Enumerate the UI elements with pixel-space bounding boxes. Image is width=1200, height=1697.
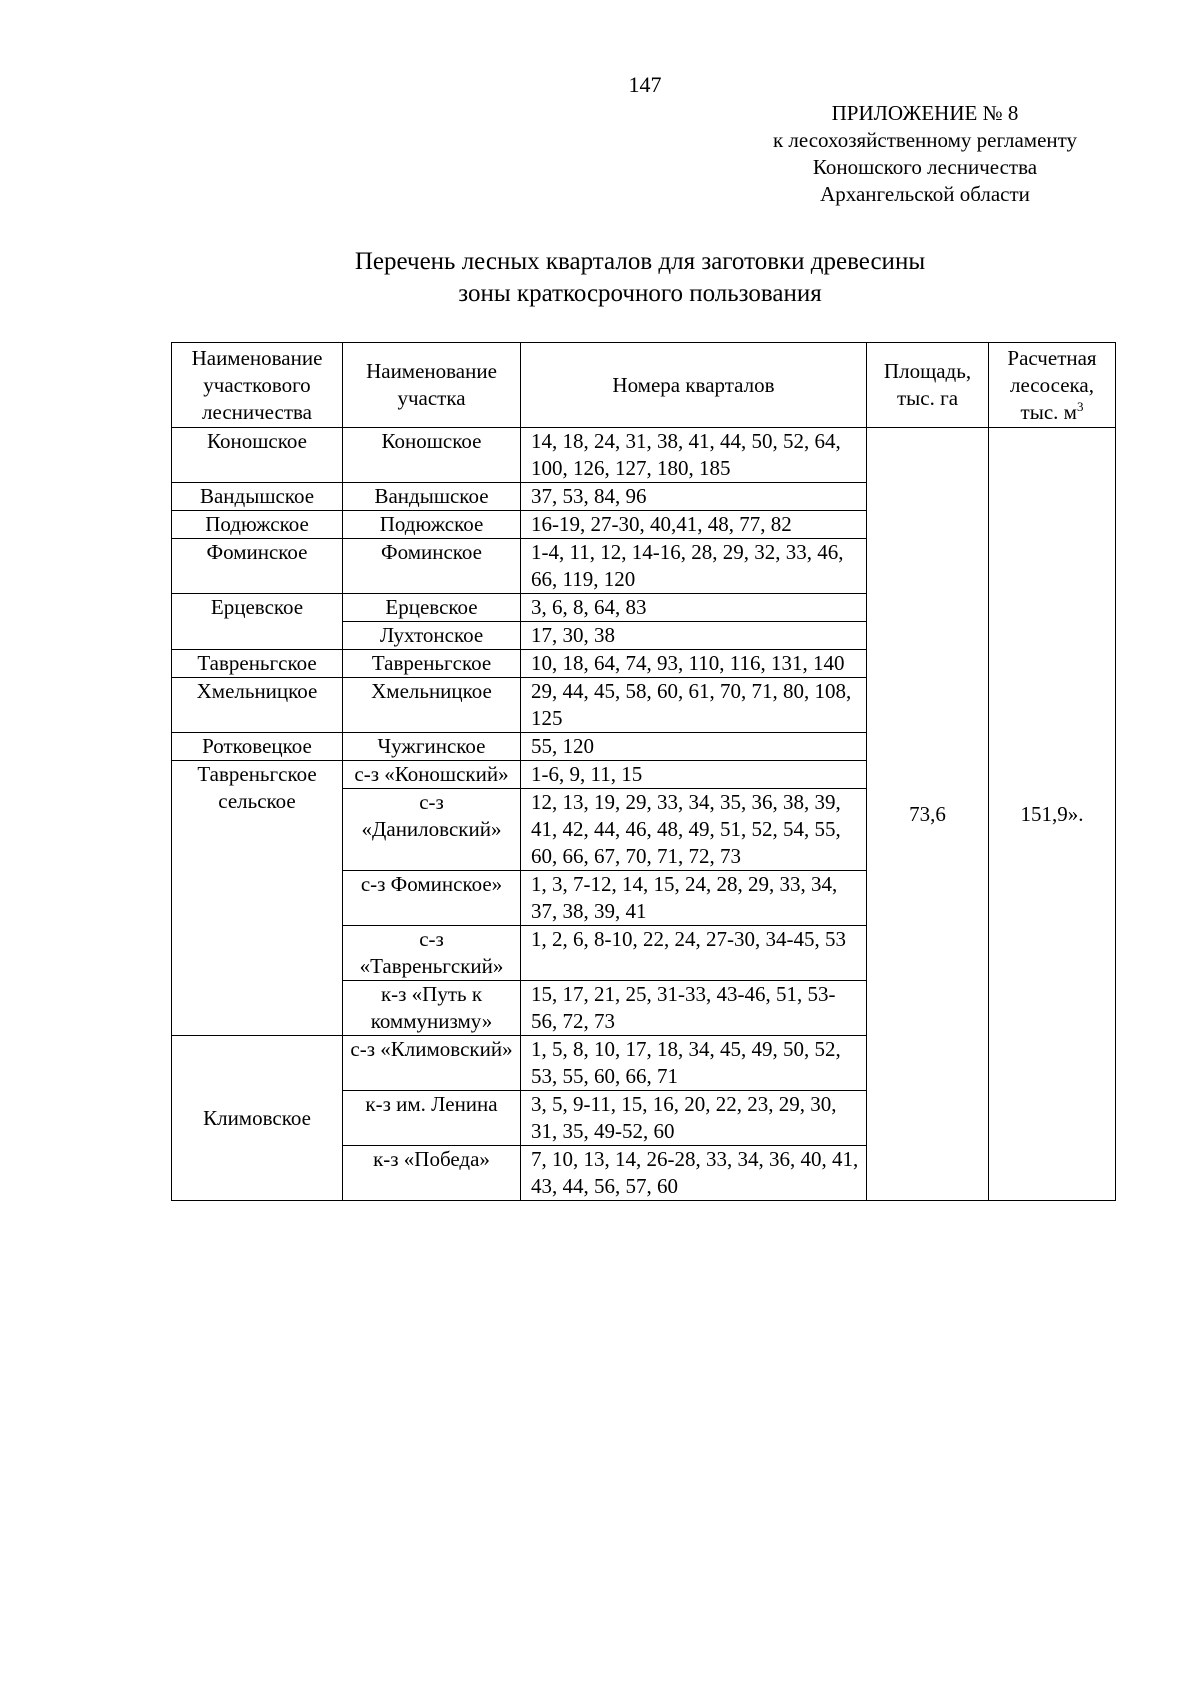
- forestry-cell: Подюжское: [172, 511, 343, 539]
- appendix-header: [740, 100, 1110, 208]
- forestry-cell: Ерцевское: [172, 594, 343, 650]
- quarters-cell: 14, 18, 24, 31, 38, 41, 44, 50, 52, 64, 100, 126, 127, 180, 185: [521, 428, 867, 483]
- plot-cell: с-з «Климовский»: [343, 1036, 521, 1091]
- plot-cell: к-з им. Ленина: [343, 1091, 521, 1146]
- quarters-cell: 10, 18, 64, 74, 93, 110, 116, 131, 140: [521, 650, 867, 678]
- quarters-cell: 7, 10, 13, 14, 26-28, 33, 34, 36, 40, 41, 43, 44, 56, 57, 60: [521, 1146, 867, 1201]
- header-plot: Наименование участка: [343, 343, 521, 428]
- quarters-cell: 1, 2, 6, 8-10, 22, 24, 27-30, 34-45, 53: [521, 926, 867, 981]
- plot-cell: с-з Фоминское»: [343, 871, 521, 926]
- header-cut-sup: 3: [1076, 398, 1084, 414]
- forestry-cell: Хмельницкое: [172, 678, 343, 733]
- document-title-line-2: зоны краткосрочного пользования: [458, 280, 822, 307]
- plot-cell: с-з «Тавреньгский»: [343, 926, 521, 981]
- quarters-cell: 1, 3, 7-12, 14, 15, 24, 28, 29, 33, 34, 37, 38, 39, 41: [521, 871, 867, 926]
- area-total-cell: 73,6: [867, 428, 989, 1201]
- plot-cell: Тавреньгское: [343, 650, 521, 678]
- plot-cell: Хмельницкое: [343, 678, 521, 733]
- plot-cell: к-з «Победа»: [343, 1146, 521, 1201]
- header-cut: [989, 343, 1116, 428]
- forestry-cell: Вандышское: [172, 483, 343, 511]
- plot-cell: Подюжское: [343, 511, 521, 539]
- header-cut-text: Расчетная лесосека, тыс. м: [1007, 345, 1097, 424]
- forestry-cell: Коношское: [172, 428, 343, 483]
- table-header-row: [172, 343, 1116, 428]
- appendix-line-region: Архангельской области: [820, 182, 1030, 206]
- quarters-cell: 3, 6, 8, 64, 83: [521, 594, 867, 622]
- forestry-cell: Фоминское: [172, 539, 343, 594]
- appendix-line-regulation: к лесохозяйственному регламенту: [772, 128, 1078, 152]
- document-title-line-1: Перечень лесных кварталов для заготовки древесины: [354, 248, 926, 275]
- forestry-cell: Тавреньгское сельское: [172, 761, 343, 1036]
- quarters-cell: 1-4, 11, 12, 14-16, 28, 29, 32, 33, 46, 66, 119, 120: [521, 539, 867, 594]
- quarters-cell: 29, 44, 45, 58, 60, 61, 70, 71, 80, 108, 125: [521, 678, 867, 733]
- plot-cell: с-з «Даниловский»: [343, 789, 521, 871]
- appendix-title: ПРИЛОЖЕНИЕ № 8: [831, 101, 1019, 125]
- plot-cell: Чужгинское: [343, 733, 521, 761]
- header-area: Площадь, тыс. га: [867, 343, 989, 428]
- plot-cell: Ерцевское: [343, 594, 521, 622]
- forest-quarters-table: [171, 342, 1116, 1201]
- quarters-cell: 1-6, 9, 11, 15: [521, 761, 867, 789]
- plot-cell: Вандышское: [343, 483, 521, 511]
- appendix-line-forestry: Коношского лесничества: [812, 155, 1038, 179]
- quarters-cell: 15, 17, 21, 25, 31-33, 43-46, 51, 53-56, 72, 73: [521, 981, 867, 1036]
- quarters-cell: 55, 120: [521, 733, 867, 761]
- plot-cell: к-з «Путь к коммунизму»: [343, 981, 521, 1036]
- document-title: [200, 246, 1080, 310]
- header-quarters: Номера кварталов: [521, 343, 867, 428]
- quarters-cell: 12, 13, 19, 29, 33, 34, 35, 36, 38, 39, 41, 42, 44, 46, 48, 49, 51, 52, 54, 55, 60, 66, 67, 70, 71, 72, 73: [521, 789, 867, 871]
- quarters-cell: 17, 30, 38: [521, 622, 867, 650]
- quarters-cell: 37, 53, 84, 96: [521, 483, 867, 511]
- cut-total-cell: 151,9».: [989, 428, 1116, 1201]
- page-number: 147: [628, 72, 662, 97]
- plot-cell: Фоминское: [343, 539, 521, 594]
- plot-cell: Лухтонское: [343, 622, 521, 650]
- plot-cell: Коношское: [343, 428, 521, 483]
- table-row: [172, 428, 1116, 483]
- forestry-cell: Климовское: [172, 1036, 343, 1201]
- forestry-cell: Тавреньгское: [172, 650, 343, 678]
- header-forestry: Наименование участкового лесничества: [172, 343, 343, 428]
- quarters-cell: 1, 5, 8, 10, 17, 18, 34, 45, 49, 50, 52, 53, 55, 60, 66, 71: [521, 1036, 867, 1091]
- plot-cell: с-з «Коношский»: [343, 761, 521, 789]
- quarters-cell: 3, 5, 9-11, 15, 16, 20, 22, 23, 29, 30, 31, 35, 49-52, 60: [521, 1091, 867, 1146]
- forestry-cell: Ротковецкое: [172, 733, 343, 761]
- quarters-cell: 16-19, 27-30, 40,41, 48, 77, 82: [521, 511, 867, 539]
